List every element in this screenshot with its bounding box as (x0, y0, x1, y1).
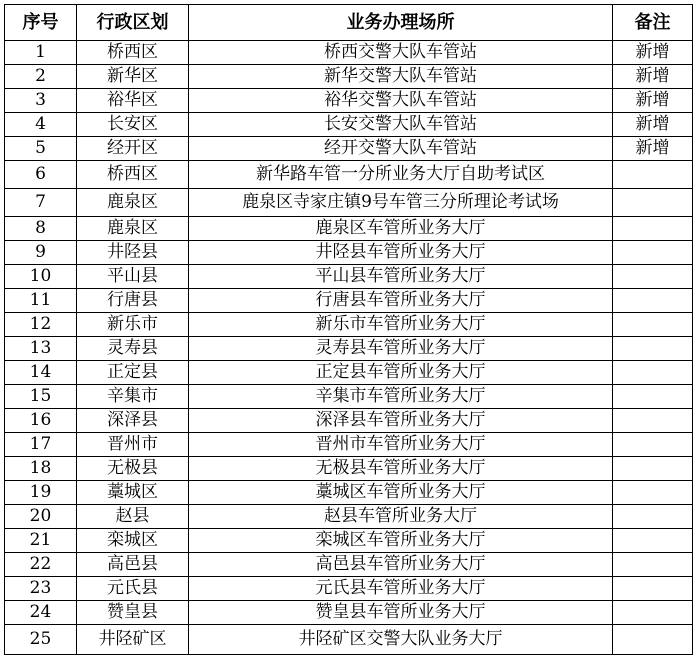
cell-seq: 20 (5, 505, 77, 529)
cell-note (613, 265, 693, 289)
cell-note (613, 189, 693, 217)
cell-district: 井陉矿区 (77, 625, 189, 655)
cell-district: 灵寿县 (77, 337, 189, 361)
cell-seq: 18 (5, 457, 77, 481)
header-district: 行政区划 (77, 5, 189, 41)
cell-district: 栾城区 (77, 529, 189, 553)
cell-district: 赵县 (77, 505, 189, 529)
cell-location: 井陉县车管所业务大厅 (189, 241, 613, 265)
cell-seq: 8 (5, 217, 77, 241)
cell-district: 井陉县 (77, 241, 189, 265)
header-location: 业务办理场所 (189, 5, 613, 41)
cell-seq: 16 (5, 409, 77, 433)
cell-note: 新增 (613, 65, 693, 89)
table-row (5, 337, 693, 361)
table-row (5, 217, 693, 241)
cell-note (613, 337, 693, 361)
cell-location: 鹿泉区车管所业务大厅 (189, 217, 613, 241)
cell-seq: 9 (5, 241, 77, 265)
cell-seq: 15 (5, 385, 77, 409)
cell-note (613, 433, 693, 457)
cell-note (613, 481, 693, 505)
cell-note (613, 553, 693, 577)
cell-location: 灵寿县车管所业务大厅 (189, 337, 613, 361)
cell-seq: 23 (5, 577, 77, 601)
cell-district: 长安区 (77, 113, 189, 137)
table-row (5, 161, 693, 189)
cell-seq: 12 (5, 313, 77, 337)
cell-district: 裕华区 (77, 89, 189, 113)
cell-district: 桥西区 (77, 161, 189, 189)
cell-seq: 17 (5, 433, 77, 457)
cell-seq: 22 (5, 553, 77, 577)
cell-seq: 13 (5, 337, 77, 361)
cell-district: 元氏县 (77, 577, 189, 601)
cell-seq: 19 (5, 481, 77, 505)
cell-location: 裕华交警大队车管站 (189, 89, 613, 113)
table-row (5, 41, 693, 65)
cell-note (613, 361, 693, 385)
table-row (5, 361, 693, 385)
table-row (5, 89, 693, 113)
table-row (5, 113, 693, 137)
cell-note (613, 409, 693, 433)
cell-location: 元氏县车管所业务大厅 (189, 577, 613, 601)
cell-location: 赵县车管所业务大厅 (189, 505, 613, 529)
cell-location: 深泽县车管所业务大厅 (189, 409, 613, 433)
cell-seq: 14 (5, 361, 77, 385)
cell-district: 辛集市 (77, 385, 189, 409)
cell-district: 无极县 (77, 457, 189, 481)
cell-seq: 11 (5, 289, 77, 313)
cell-seq: 10 (5, 265, 77, 289)
table-row (5, 625, 693, 655)
cell-seq: 2 (5, 65, 77, 89)
cell-note (613, 385, 693, 409)
cell-seq: 24 (5, 601, 77, 625)
cell-district: 新乐市 (77, 313, 189, 337)
cell-note (613, 217, 693, 241)
cell-location: 栾城区车管所业务大厅 (189, 529, 613, 553)
cell-location: 无极县车管所业务大厅 (189, 457, 613, 481)
cell-location: 辛集市车管所业务大厅 (189, 385, 613, 409)
cell-location: 平山县车管所业务大厅 (189, 265, 613, 289)
cell-seq: 7 (5, 189, 77, 217)
cell-location: 长安交警大队车管站 (189, 113, 613, 137)
cell-location: 高邑县车管所业务大厅 (189, 553, 613, 577)
table-row (5, 505, 693, 529)
cell-district: 晋州市 (77, 433, 189, 457)
cell-note (613, 241, 693, 265)
cell-note (613, 529, 693, 553)
cell-seq: 4 (5, 113, 77, 137)
header-note: 备注 (613, 5, 693, 41)
cell-district: 赞皇县 (77, 601, 189, 625)
cell-note: 新增 (613, 41, 693, 65)
cell-note (613, 457, 693, 481)
table-row (5, 265, 693, 289)
cell-location: 行唐县车管所业务大厅 (189, 289, 613, 313)
table-row (5, 433, 693, 457)
cell-seq: 5 (5, 137, 77, 161)
cell-location: 新华路车管一分所业务大厅自助考试区 (189, 161, 613, 189)
cell-location: 桥西交警大队车管站 (189, 41, 613, 65)
cell-location: 藁城区车管所业务大厅 (189, 481, 613, 505)
table-row (5, 457, 693, 481)
cell-note (613, 505, 693, 529)
table-row (5, 481, 693, 505)
table-row (5, 241, 693, 265)
cell-note: 新增 (613, 137, 693, 161)
table-row (5, 409, 693, 433)
cell-district: 鹿泉区 (77, 217, 189, 241)
cell-location: 新乐市车管所业务大厅 (189, 313, 613, 337)
table-row (5, 553, 693, 577)
cell-district: 正定县 (77, 361, 189, 385)
cell-district: 深泽县 (77, 409, 189, 433)
table-row (5, 189, 693, 217)
cell-note (613, 577, 693, 601)
cell-seq: 6 (5, 161, 77, 189)
cell-note (613, 625, 693, 655)
cell-location: 赞皇县车管所业务大厅 (189, 601, 613, 625)
cell-seq: 3 (5, 89, 77, 113)
cell-district: 新华区 (77, 65, 189, 89)
header-seq: 序号 (5, 5, 77, 41)
cell-location: 晋州市车管所业务大厅 (189, 433, 613, 457)
cell-note (613, 313, 693, 337)
cell-location: 新华交警大队车管站 (189, 65, 613, 89)
cell-district: 鹿泉区 (77, 189, 189, 217)
service-locations-table (4, 4, 693, 655)
cell-district: 行唐县 (77, 289, 189, 313)
table-row (5, 601, 693, 625)
cell-district: 桥西区 (77, 41, 189, 65)
cell-district: 藁城区 (77, 481, 189, 505)
cell-note: 新增 (613, 113, 693, 137)
cell-note: 新增 (613, 89, 693, 113)
cell-note (613, 161, 693, 189)
cell-location: 井陉矿区交警大队业务大厅 (189, 625, 613, 655)
table-row (5, 289, 693, 313)
cell-note (613, 289, 693, 313)
cell-seq: 1 (5, 41, 77, 65)
cell-seq: 21 (5, 529, 77, 553)
cell-location: 经开交警大队车管站 (189, 137, 613, 161)
table-row (5, 65, 693, 89)
cell-district: 经开区 (77, 137, 189, 161)
table-row (5, 577, 693, 601)
cell-district: 高邑县 (77, 553, 189, 577)
header-row (5, 5, 693, 41)
table-row (5, 385, 693, 409)
cell-note (613, 601, 693, 625)
cell-location: 正定县车管所业务大厅 (189, 361, 613, 385)
cell-seq: 25 (5, 625, 77, 655)
table-row (5, 529, 693, 553)
table-row (5, 313, 693, 337)
table-row (5, 137, 693, 161)
cell-district: 平山县 (77, 265, 189, 289)
cell-location: 鹿泉区寺家庄镇9号车管三分所理论考试场 (189, 189, 613, 217)
